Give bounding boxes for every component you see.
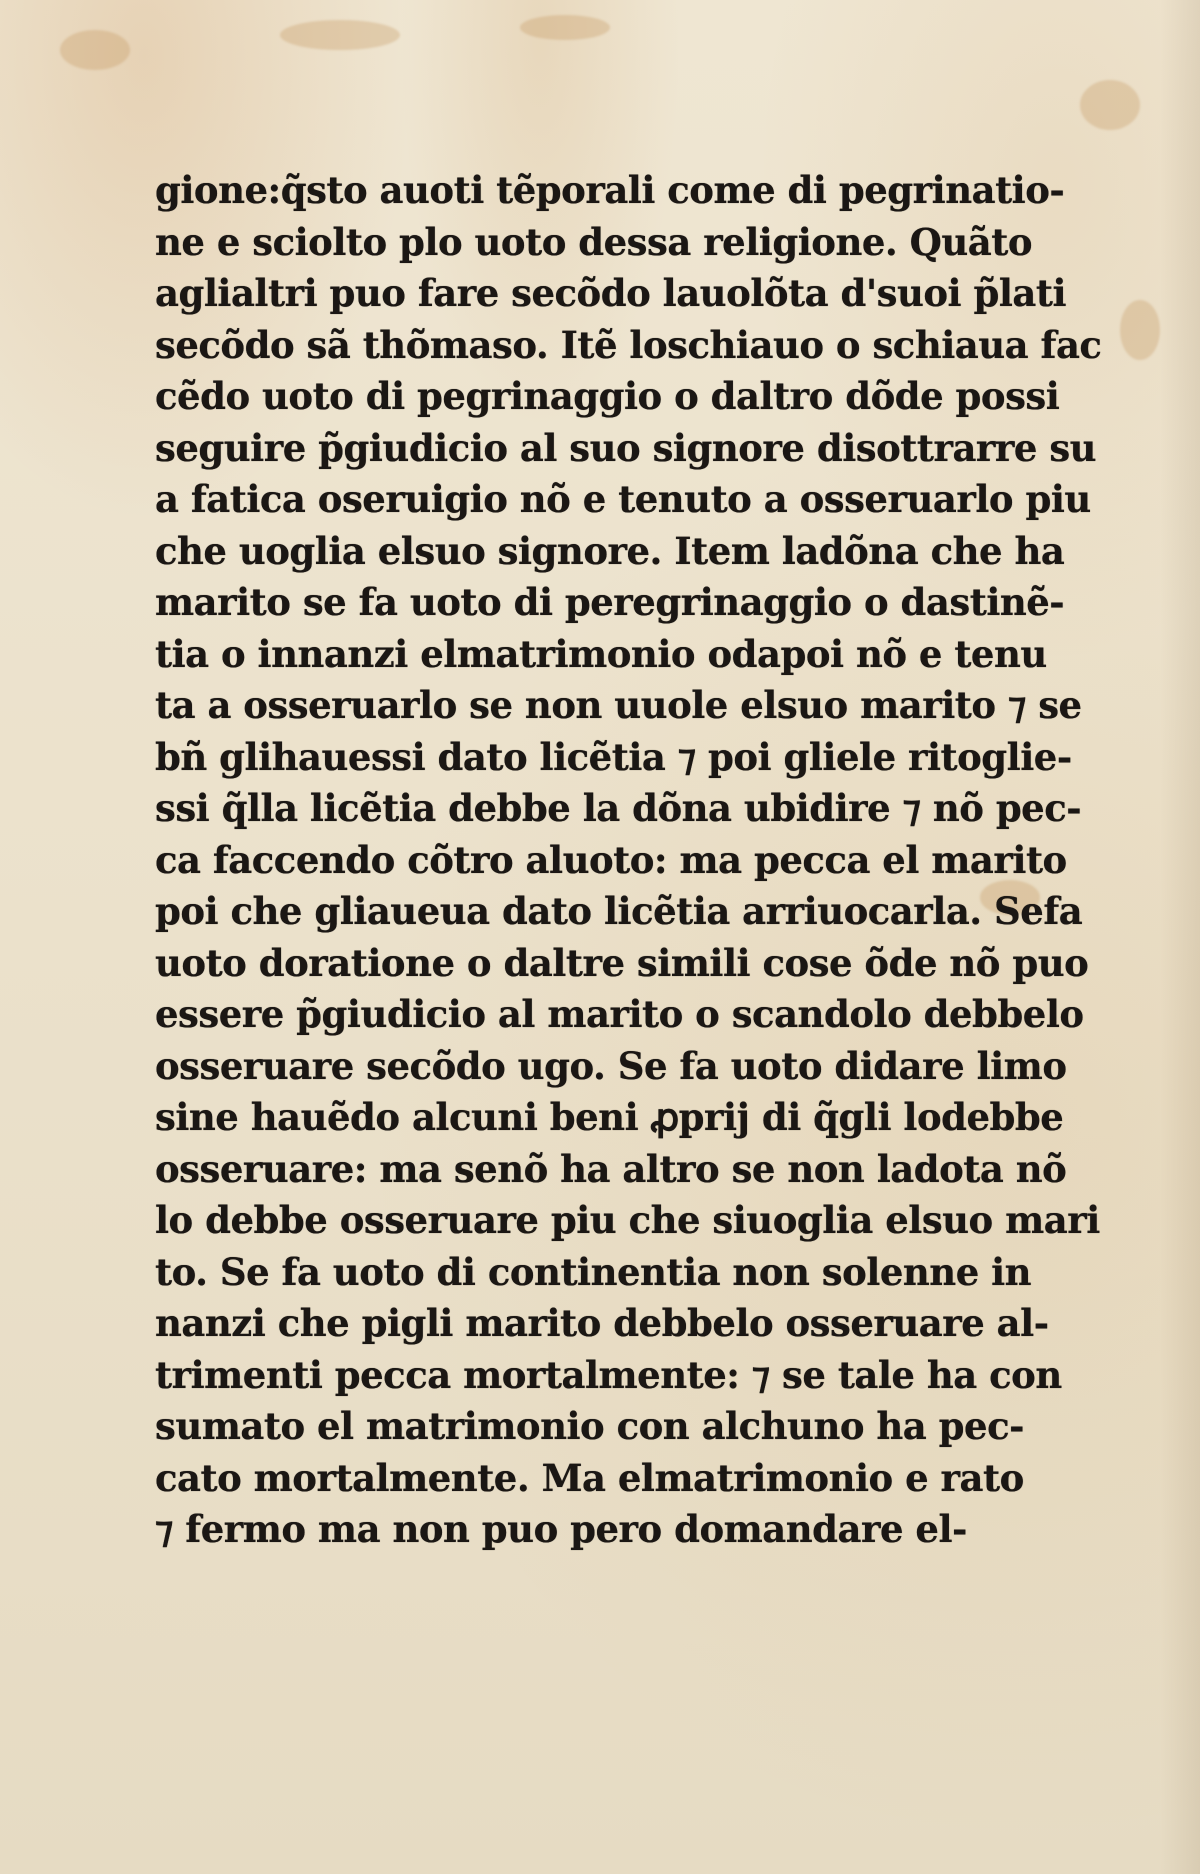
foxing-stain (520, 15, 610, 40)
text-line: tia o innanzi elmatrimonio odapoi nõ e tenu (155, 631, 1047, 676)
text-line: seguire p̃giudicio al suo signore disottrarre su (155, 425, 1097, 470)
text-line: essere p̃giudicio al marito o scandolo debbelo (155, 992, 1084, 1036)
text-line: cẽdo uoto di pegrinaggio o daltro dõde possi (155, 374, 1060, 418)
text-line: bñ glihauessi dato licẽtia ⁊ poi gliele ritoglie- (155, 734, 1072, 779)
foxing-stain (1080, 80, 1140, 130)
text-line: ta a osseruarlo se non uuole elsuo marito ⁊ se (155, 683, 1082, 727)
text-line: marito se fa uoto di peregrinaggio o dastinẽ- (155, 580, 1065, 624)
text-line: poi che gliaueua dato licẽtia arriuocarla. Sefa (155, 889, 1083, 933)
text-line: sine hauẽdo alcuni beni ꝓprij di q̃gli lodebbe (155, 1095, 1064, 1139)
page-edge-shadow (1160, 0, 1200, 1874)
foxing-stain (60, 30, 130, 70)
text-line: lo debbe osseruare piu che siuoglia elsuo mari (155, 1198, 1100, 1242)
text-line: sumato el matrimonio con alchuno ha pec- (155, 1404, 1024, 1448)
foxing-stain (1120, 300, 1160, 360)
text-line: ca faccendo cõtro aluoto: ma pecca el marito (155, 837, 1067, 882)
text-line: che uoglia elsuo signore. Item ladõna che ha (155, 528, 1065, 573)
text-line: ne e sciolto plo uoto dessa religione. Quãto (155, 219, 1033, 264)
text-line: ssi q̃lla licẽtia debbe la dõna ubidire ⁊ nõ pec- (155, 786, 1082, 830)
text-line: osseruare: ma senõ ha altro se non ladota nõ (155, 1146, 1067, 1191)
text-line: to. Se fa uoto di continentia non solenne in (155, 1249, 1032, 1294)
text-column (155, 165, 1102, 1556)
text-line: trimenti pecca mortalmente: ⁊ se tale ha con (155, 1352, 1062, 1397)
text-line: cato mortalmente. Ma elmatrimonio e rato (155, 1455, 1024, 1500)
text-line: secõdo sã thõmaso. Itẽ loschiauo o schiaua fac (155, 322, 1102, 367)
text-line: uoto doratione o daltre simili cose õde nõ puo (155, 940, 1089, 985)
text-line: aglialtri puo fare secõdo lauolõta d'suoi p̃lati (155, 271, 1067, 315)
foxing-stain (280, 20, 400, 50)
text-line: ⁊ fermo ma non puo pero domandare el- (155, 1507, 967, 1551)
text-line: osseruare secõdo ugo. Se fa uoto didare limo (155, 1043, 1067, 1088)
text-line: nanzi che pigli marito debbelo osseruare al- (155, 1301, 1049, 1345)
text-line: gione:q̃sto auoti tẽporali come di pegrinatio- (155, 168, 1065, 212)
text-line: a fatica oseruigio nõ e tenuto a osseruarlo piu (155, 477, 1091, 521)
